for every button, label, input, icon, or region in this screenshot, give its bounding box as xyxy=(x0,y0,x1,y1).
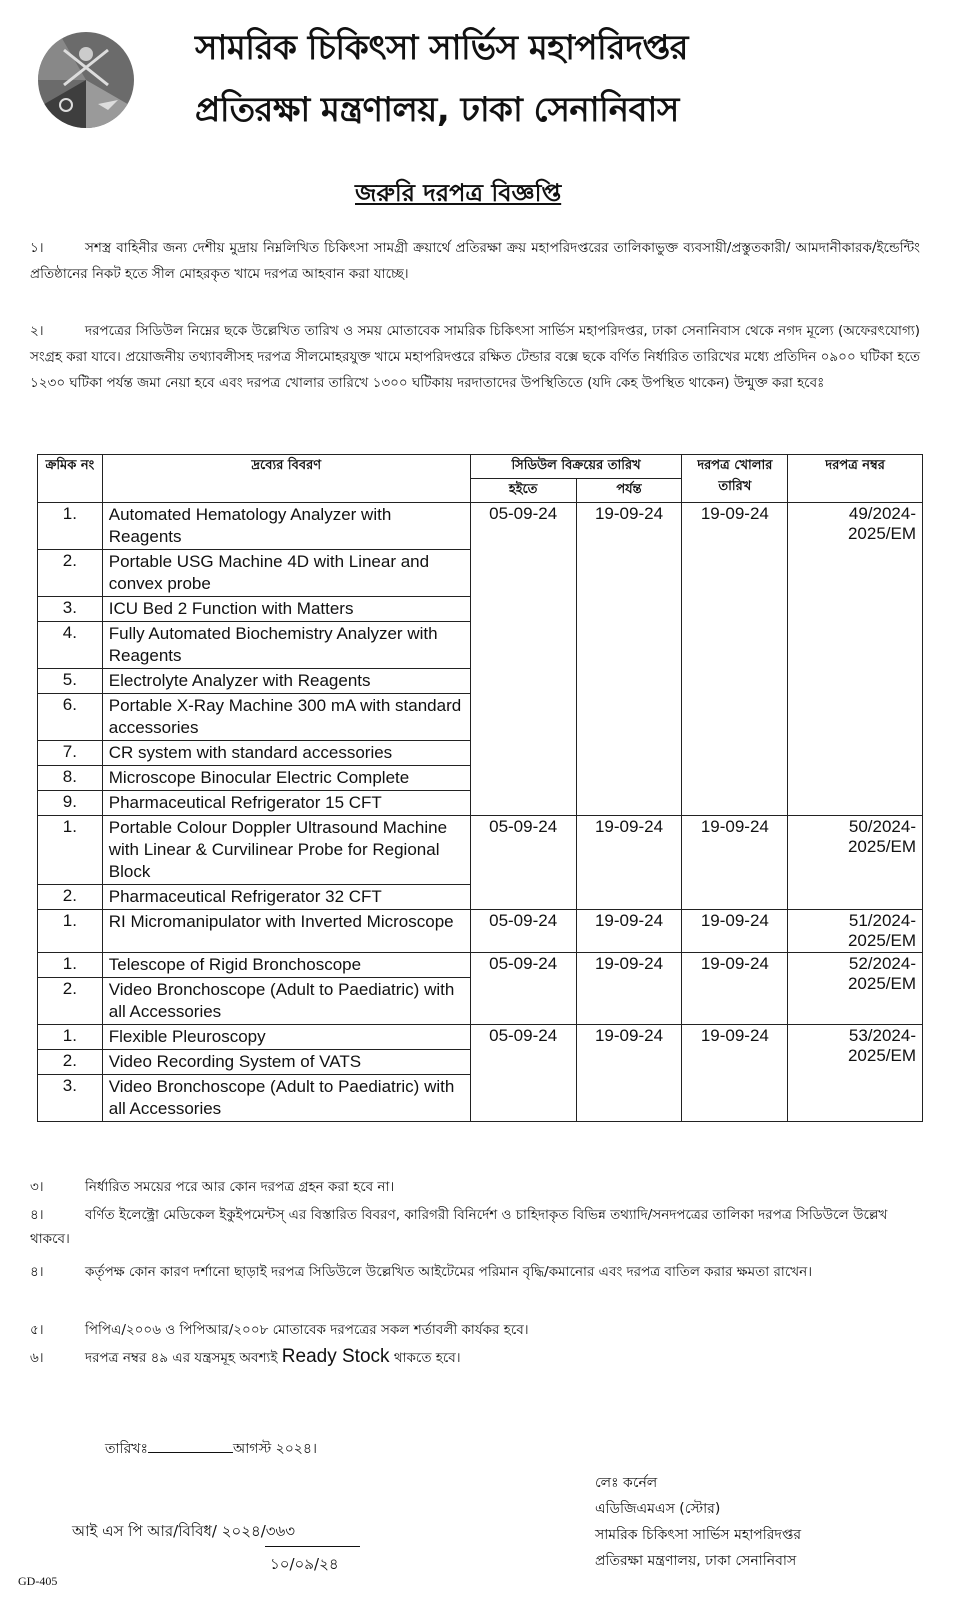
item-description: Video Bronchoscope (Adult to Paediatric) with all Accessories xyxy=(102,1075,470,1122)
item-description: Video Recording System of VATS xyxy=(102,1050,470,1075)
table-row xyxy=(38,1025,923,1050)
sale-to-date: 19-09-24 xyxy=(576,910,682,953)
item-description: Flexible Pleuroscopy xyxy=(102,1025,470,1050)
item-description: Portable X-Ray Machine 300 mA with standard accessories xyxy=(102,694,470,741)
item-serial: 2. xyxy=(38,885,103,910)
tender-number: 53/2024-2025/EM xyxy=(788,1025,923,1122)
opening-date: 19-09-24 xyxy=(682,1025,788,1122)
signatory-rank: লেঃ কর্নেল xyxy=(595,1475,658,1491)
header-from: হইতে xyxy=(470,479,576,503)
table-row xyxy=(38,816,923,885)
header-schedule-sale: সিডিউল বিক্রয়ের তারিখ xyxy=(470,455,682,479)
item-serial: 1. xyxy=(38,816,103,885)
item-serial: 2. xyxy=(38,978,103,1025)
header-description: দ্রব্যের বিবরণ xyxy=(102,455,470,503)
item-serial: 1. xyxy=(38,953,103,978)
sale-to-date: 19-09-24 xyxy=(576,953,682,1025)
item-serial: 2. xyxy=(38,550,103,597)
item-serial: 1. xyxy=(38,910,103,953)
item-description: Microscope Binocular Electric Complete xyxy=(102,766,470,791)
opening-date: 19-09-24 xyxy=(682,503,788,816)
header-opening-date: দরপত্র খোলার তারিখ xyxy=(682,455,788,503)
item-description: ICU Bed 2 Function with Matters xyxy=(102,597,470,622)
tender-number: 51/2024-2025/EM xyxy=(788,910,923,953)
signatory-ministry: প্রতিরক্ষা মন্ত্রণালয়, ঢাকা সেনানিবাস xyxy=(595,1553,797,1569)
signatory-designation: এডিজিএমএস (স্টোর) xyxy=(595,1501,721,1517)
opening-date: 19-09-24 xyxy=(682,816,788,910)
notice-title: জরুরি দরপত্র বিজ্ঞপ্তি xyxy=(355,179,562,207)
item-serial: 6. xyxy=(38,694,103,741)
table-row xyxy=(38,910,923,953)
tender-number: 50/2024-2025/EM xyxy=(788,816,923,910)
item-description: Electrolyte Analyzer with Reagents xyxy=(102,669,470,694)
paragraph-2: ২। দরপত্রের সিডিউল নিম্নের ছকে উল্লেখিত তারিখ ও সময় মোতাবেক সামরিক চিকিৎসা সার্ভিস মহাপরিদপ্তর, ঢাকা সেনানিবাস থেকে নগদ মূল্যে (অফেরৎযোগ্য) সংগ্রহ করা যাবে। প্রয়োজনীয় তথ্যাবলীসহ দরপত্র সীলমোহরযুক্ত খামে মহাপরিদপ্তরে রক্ষিত টেন্ডার বক্সে ছকে বর্ণিত নির্ধারিত তারিখের মধ্যে প্রতিদিন ০৯০০ ঘটিকা হতে ১২৩০ ঘটিকা পর্যন্ত জমা নেয়া হবে এবং দরপত্র খোলার তারিখে ১৩০০ ঘটিকায় দরদাতাদের উপস্থিতিতে (যদি কেহ উপস্থিত থাকেন) উন্মুক্ত করা হবেঃ xyxy=(30,323,920,391)
item-description: RI Micromanipulator with Inverted Microscope xyxy=(102,910,470,953)
item-serial: 9. xyxy=(38,791,103,816)
services-emblem-icon xyxy=(36,30,136,130)
sale-to-date: 19-09-24 xyxy=(576,503,682,816)
reference-number: আই এস পি আর/বিবিধ/ ২০২৪/৩৬৩ xyxy=(72,1522,296,1540)
sale-to-date: 19-09-24 xyxy=(576,816,682,910)
item-serial: 1. xyxy=(38,503,103,550)
sale-from-date: 05-09-24 xyxy=(470,503,576,816)
signature-block xyxy=(595,1470,801,1574)
item-serial: 7. xyxy=(38,741,103,766)
item-serial: 2. xyxy=(38,1050,103,1075)
item-description: Telescope of Rigid Bronchoscope xyxy=(102,953,470,978)
item-description: Portable Colour Doppler Ultrasound Machine with Linear & Curvilinear Probe for Regional Block xyxy=(102,816,470,885)
form-code: GD-405 xyxy=(18,1574,58,1588)
item-description: Fully Automated Biochemistry Analyzer with Reagents xyxy=(102,622,470,669)
reference-date: ১০/০৯/২৪ xyxy=(270,1555,339,1573)
paragraph-3: ৩। নির্ধারিত সময়ের পরে আর কোন দরপত্র গ্রহন করা হবে না। xyxy=(30,1179,395,1195)
opening-date: 19-09-24 xyxy=(682,910,788,953)
reference-separator xyxy=(265,1546,360,1547)
item-description: Automated Hematology Analyzer with Reagents xyxy=(102,503,470,550)
paragraph-6: ৬। দরপত্র নম্বর ৪৯ এর যন্ত্রসমূহ অবশ্যই Ready Stock থাকতে হবে। xyxy=(30,1346,461,1367)
sale-to-date: 19-09-24 xyxy=(576,1025,682,1122)
opening-date: 19-09-24 xyxy=(682,953,788,1025)
tender-number: 52/2024-2025/EM xyxy=(788,953,923,1025)
tender-table xyxy=(37,454,923,1122)
signatory-office: সামরিক চিকিৎসা সার্ভিস মহাপরিদপ্তর xyxy=(595,1527,802,1543)
item-description: Pharmaceutical Refrigerator 32 CFT xyxy=(102,885,470,910)
sale-from-date: 05-09-24 xyxy=(470,1025,576,1122)
item-serial: 5. xyxy=(38,669,103,694)
paragraph-1: ১। সশস্ত্র বাহিনীর জন্য দেশীয় মুদ্রায় নিম্নলিখিত চিকিৎসা সামগ্রী ক্রয়ার্থে প্রতিরক্ষা ক্রয় মহাপরিদপ্তরের তালিকাভুক্ত ব্যবসায়ী/প্রস্তুতকারী/ আমদানীকারক/ইন্ডেন্টিং প্রতিষ্ঠানের নিকট হতে সীল মোহরকৃত খামে দরপত্র আহবান করা যাচ্ছে। xyxy=(30,240,920,282)
item-serial: 3. xyxy=(38,1075,103,1122)
department-title: সামরিক চিকিৎসা সার্ভিস মহাপরিদপ্তর xyxy=(195,28,688,68)
table-row xyxy=(38,503,923,550)
paragraph-4b: ৪। কর্তৃপক্ষ কোন কারণ দর্শানো ছাড়াই দরপত্র সিডিউলে উল্লেখিত আইটেমের পরিমান বৃদ্ধি/কমানোর এবং দরপত্র বাতিল করার ক্ষমতা রাখেন। xyxy=(30,1264,813,1280)
item-description: CR system with standard accessories xyxy=(102,741,470,766)
ready-stock-highlight: Ready Stock xyxy=(281,1346,390,1367)
item-description: Portable USG Machine 4D with Linear and convex probe xyxy=(102,550,470,597)
date-blank xyxy=(148,1452,233,1453)
item-description: Pharmaceutical Refrigerator 15 CFT xyxy=(102,791,470,816)
header-to: পর্যন্ত xyxy=(576,479,682,503)
item-serial: 8. xyxy=(38,766,103,791)
paragraph-5: ৫। পিপিএ/২০০৬ ও পিপিআর/২০০৮ মোতাবেক দরপত্রের সকল শর্তাবলী কার্যকর হবে। xyxy=(30,1322,529,1338)
tender-number: 49/2024-2025/EM xyxy=(788,503,923,816)
item-serial: 3. xyxy=(38,597,103,622)
item-serial: 4. xyxy=(38,622,103,669)
date-line: তারিখঃ আগস্ট ২০২৪। xyxy=(105,1441,317,1457)
sale-from-date: 05-09-24 xyxy=(470,816,576,910)
sale-from-date: 05-09-24 xyxy=(470,953,576,1025)
header-serial: ক্রমিক নং xyxy=(38,455,103,503)
item-serial: 1. xyxy=(38,1025,103,1050)
sale-from-date: 05-09-24 xyxy=(470,910,576,953)
header-tender-no: দরপত্র নম্বর xyxy=(788,455,923,503)
paragraph-4: ৪। বর্ণিত ইলেক্ট্রো মেডিকেল ইকুইপমেন্টস্ এর বিস্তারিত বিবরণ, কারিগরী বিনির্দেশ ও চাহিদাকৃত বিভিন্ন তথ্যাদি/সনদপত্রের তালিকা দরপত্র সিডিউলে উল্লেখ থাকবে। xyxy=(30,1207,888,1247)
item-description: Video Bronchoscope (Adult to Paediatric) with all Accessories xyxy=(102,978,470,1025)
table-row xyxy=(38,953,923,978)
ministry-title: প্রতিরক্ষা মন্ত্রণালয়, ঢাকা সেনানিবাস xyxy=(195,90,679,130)
